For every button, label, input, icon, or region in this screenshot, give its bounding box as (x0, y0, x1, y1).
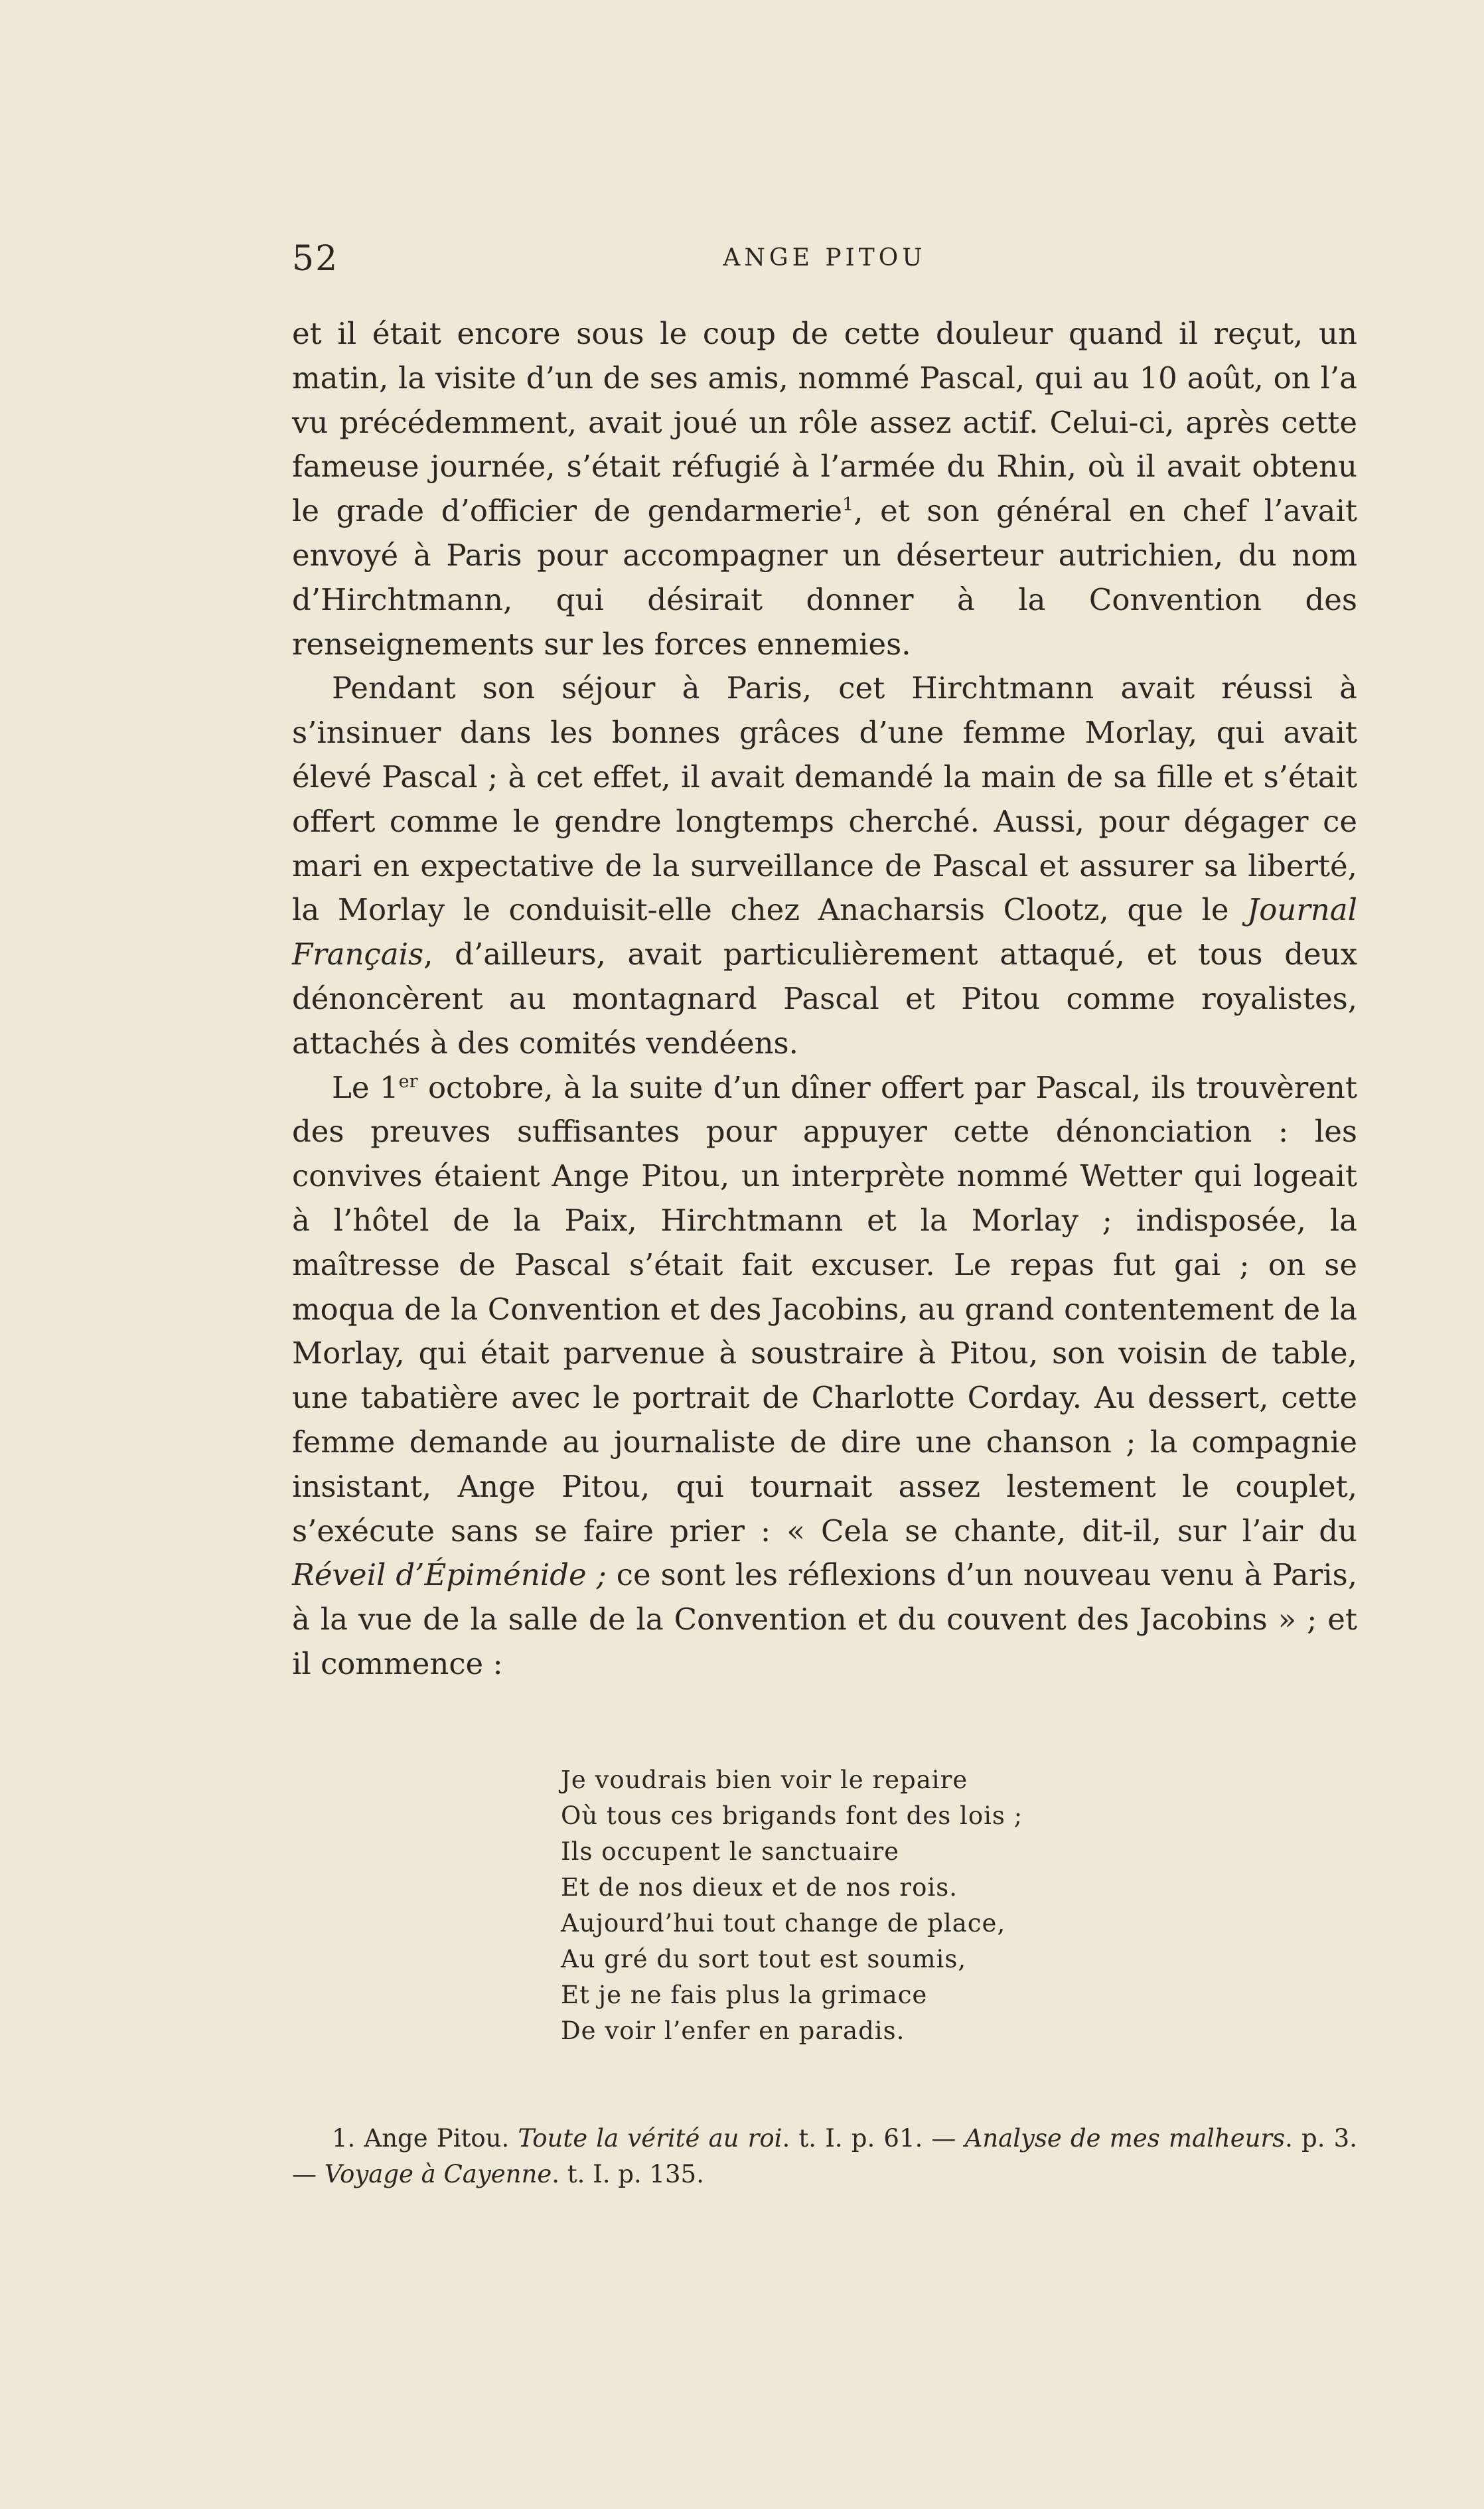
poem-line: Où tous ces brigands font des lois ; (561, 1801, 1023, 1830)
poem-line: Aujourd’hui tout change de place, (561, 1909, 1006, 1938)
footnote-work-title: Voyage à Cayenne (324, 2160, 552, 2188)
ordinal-suffix: er (398, 1071, 418, 1092)
paragraph-1: et il était encore sous le coup de cette douleur quand il reçut, un matin, la visite d’un de ses amis, nommé Pascal, qui au 10 août, on l’a vu précédemment, avait joué un rôle assez actif. Celui-ci, après cette fameuse journée, s’était réfugié à l’armée du Rhin, où il avait obtenu le grade d’officier de gendarmerie$^1$, et son général en chef l’avait envoyé à Paris pour accompagner un déserteur autrichien, du nom d’Hirchtmann, qui désirait donner à la Convention des renseignements sur les forces ennemies. (292, 316, 1357, 662)
poem-verse (561, 1762, 1158, 2049)
running-head: ANGE PITOU (723, 244, 927, 271)
paragraph-2: Pendant son séjour à Paris, cet Hirchtmann avait réussi à s’insinuer dans les bonnes grâces d’une femme Morlay, qui avait élevé Pascal ; à cet effet, il avait demandé la main de sa fille et s’était offert comme le gendre longtemps cherché. Aussi, pour dégager ce mari en expectative de la surveillance de Pascal et assurer sa liberté, la Morlay le conduisit-elle chez Anacharsis Clootz, que le Journal Français, d’ailleurs, avait particulièrement attaqué, et tous deux dénoncèrent au montagnard Pascal et Pitou comme royalistes, attachés à des comités vendéens. (292, 670, 1357, 1061)
page-header (292, 239, 1357, 279)
poem-line: Je voudrais bien voir le repaire (561, 1766, 968, 1794)
footnote-marker: 1 (842, 494, 854, 516)
journal-title: Journal Français (292, 892, 1357, 972)
body-text (292, 312, 1357, 1687)
poem-line: De voir l’enfer en paradis. (561, 2016, 905, 2045)
poem-line: Ils occupent le sanctuaire (561, 1837, 900, 1866)
footnote: 1. Ange Pitou. Toute la vérité au roi. t. I. p. 61. — Analyse de mes malheurs. p. 3. — Voyage à Cayenne. t. I. p. 135. (292, 2124, 1357, 2188)
poem-line: Et de nos dieux et de nos rois. (561, 1873, 958, 1902)
poem-line: Au gré du sort tout est soumis, (561, 1945, 967, 1973)
paragraph-3: Le 1er octobre, à la suite d’un dîner offert par Pascal, ils trouvèrent des preuves suffisantes pour appuyer cette dénonciation : les convives étaient Ange Pitou, un interprète nommé Wetter qui logeait à l’hôtel de la Paix, Hirchtmann et la Morlay ; indisposée, la maîtresse de Pascal s’était fait excuser. Le repas fut gai ; on se moqua de la Convention et des Jacobins, au grand contentement de la Morlay, qui était parvenue à soustraire à Pitou, son voisin de table, une tabatière avec le portrait de Charlotte Corday. Au dessert, cette femme demande au journaliste de dire une chanson ; la compagnie insistant, Ange Pitou, qui tournait assez lestement le couplet, s’exécute sans se faire prier : « Cela se chante, dit-il, sur l’air du Réveil d’Épiménide ; ce sont les réflexions d’un nouveau venu à Paris, à la vue de la salle de la Convention et du couvent des Jacobins » ; et il commence : (292, 1069, 1358, 1681)
footnote-work-title: Analyse de mes malheurs (964, 2124, 1286, 2153)
page-number: 52 (292, 239, 339, 279)
footnote-work-title: Toute la vérité au roi (518, 2124, 782, 2153)
poem-line: Et je ne fais plus la grimace (561, 1981, 928, 2009)
song-air-title: Réveil d’Épiménide ; (292, 1557, 607, 1593)
